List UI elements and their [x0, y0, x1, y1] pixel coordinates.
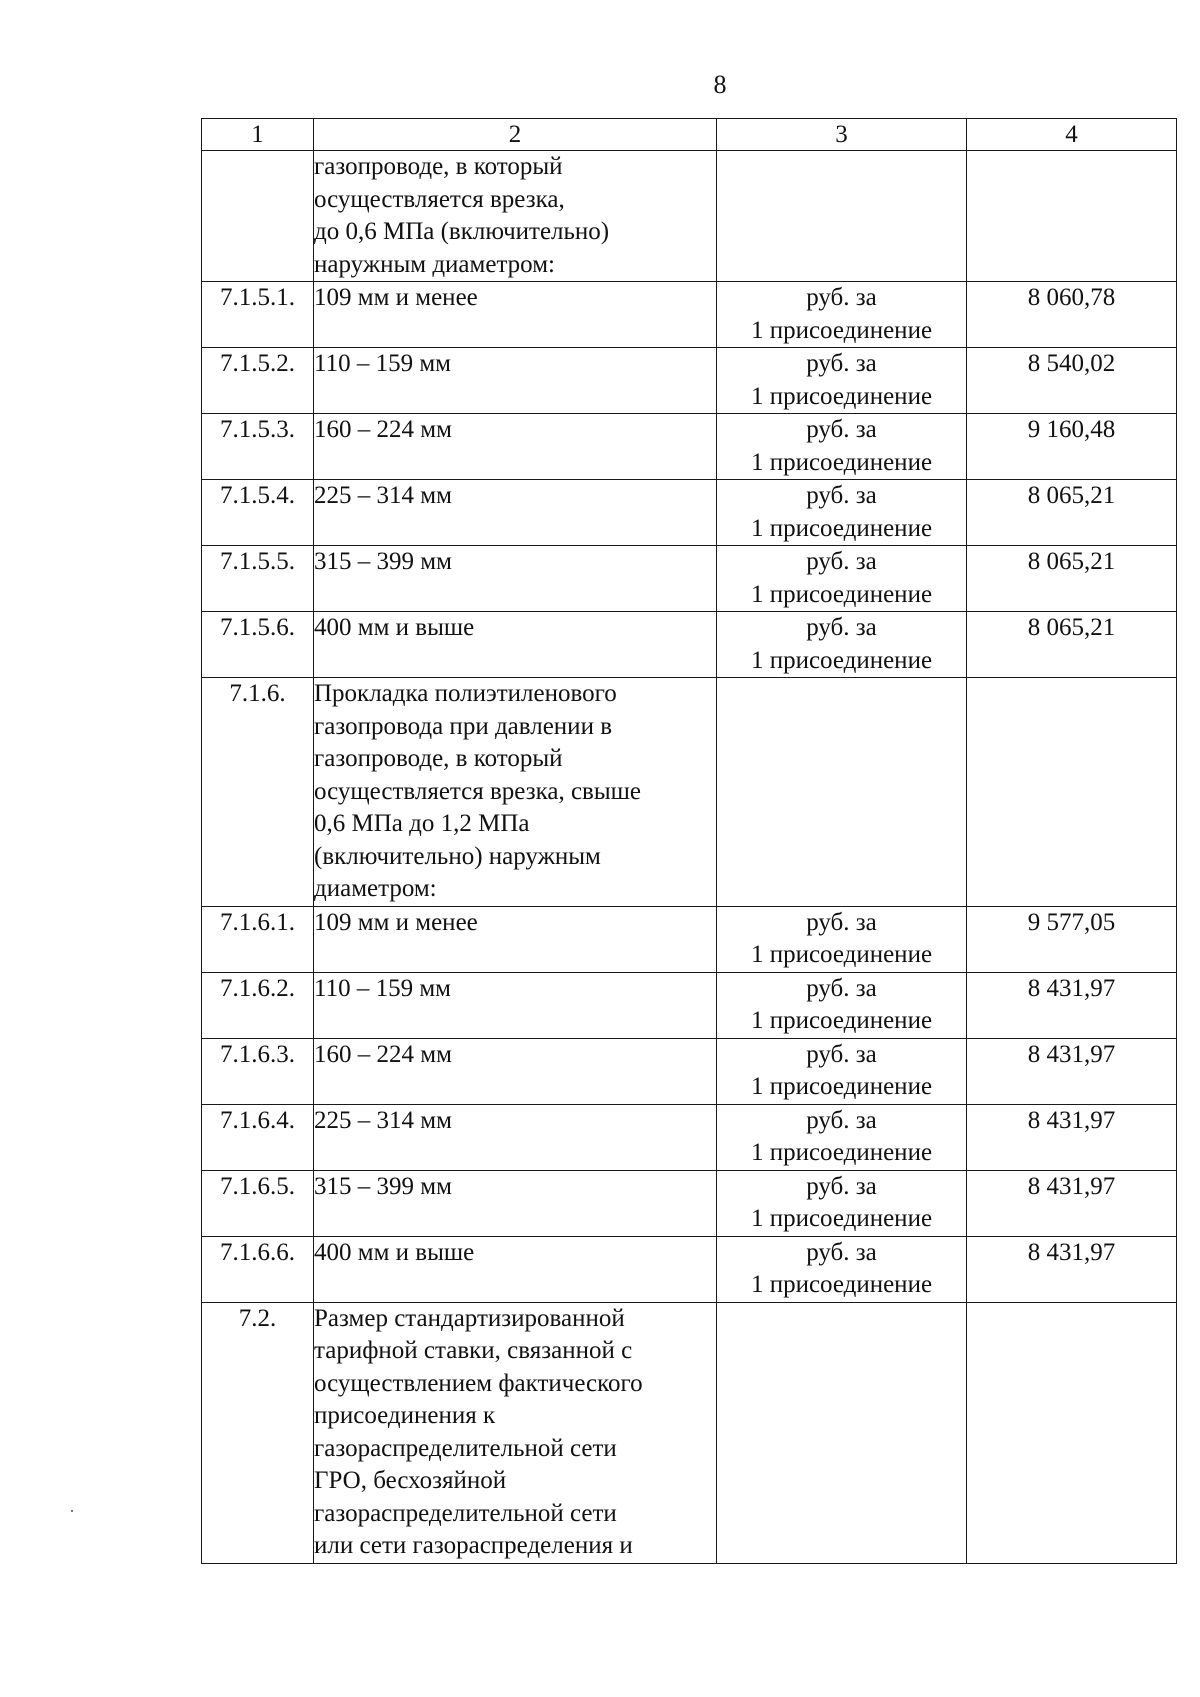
row-code: 7.1.5.1.: [202, 282, 314, 348]
row-code: 7.1.6.2.: [202, 972, 314, 1038]
row-description-cell: [314, 972, 717, 1038]
row-unit-line-1: руб. за: [806, 908, 877, 936]
table-row: [202, 414, 1177, 480]
row-value: 8 431,97: [967, 972, 1177, 1038]
row-code: 7.1.6.1.: [202, 906, 314, 972]
row-unit-cell: [717, 1170, 967, 1236]
row-unit-line-2: 1 присоединение: [750, 382, 933, 410]
row-unit-line-1: руб. за: [806, 1172, 877, 1200]
row-unit-line-2: 1 присоединение: [750, 514, 933, 542]
row-code: [202, 151, 314, 282]
table-row: [202, 678, 1177, 907]
header-col-4: 4: [967, 119, 1177, 151]
row-description: 109 мм и менее: [314, 284, 478, 311]
row-value: 8 060,78: [967, 282, 1177, 348]
row-value: 8 065,21: [967, 546, 1177, 612]
row-description: газопроводе, в который осуществляется врезка, до 0,6 МПа (включительно) наружным диаметром:: [314, 153, 610, 278]
row-unit-line-2: 1 присоединение: [750, 580, 933, 608]
row-value: 8 431,97: [967, 1104, 1177, 1170]
scan-speck: [71, 1510, 73, 1512]
row-description-cell: [314, 612, 717, 678]
table-row: [202, 972, 1177, 1038]
row-description-cell: [314, 1038, 717, 1104]
header-col-2: 2: [314, 119, 717, 151]
row-code: 7.1.5.2.: [202, 348, 314, 414]
row-unit-line-1: руб. за: [806, 548, 877, 575]
row-description: 315 – 399 мм: [314, 548, 452, 575]
row-unit-cell: [717, 480, 967, 546]
row-description: 109 мм и менее: [314, 908, 478, 936]
row-unit-line-1: руб. за: [806, 350, 877, 377]
row-description-cell: [314, 480, 717, 546]
row-value: 8 431,97: [967, 1236, 1177, 1302]
table-row: [202, 1302, 1177, 1563]
row-unit-line-1: руб. за: [806, 416, 877, 443]
table-row: [202, 480, 1177, 546]
row-description-cell: [314, 678, 717, 907]
row-value: 9 577,05: [967, 906, 1177, 972]
row-value: [967, 151, 1177, 282]
row-unit-cell: [717, 1236, 967, 1302]
table-row: [202, 612, 1177, 678]
row-value: [967, 1302, 1177, 1563]
row-value: 8 540,02: [967, 348, 1177, 414]
row-value: 8 431,97: [967, 1038, 1177, 1104]
row-description: 160 – 224 мм: [314, 1040, 452, 1068]
row-unit-line-1: руб. за: [806, 1238, 877, 1266]
row-code: 7.1.5.6.: [202, 612, 314, 678]
row-unit-line-2: 1 присоединение: [750, 1205, 933, 1232]
table-body: [202, 119, 1177, 1564]
row-description: 400 мм и выше: [314, 614, 475, 641]
row-code: 7.1.6.3.: [202, 1038, 314, 1104]
table-row: [202, 546, 1177, 612]
row-code: 7.1.5.3.: [202, 414, 314, 480]
row-unit-cell: [717, 546, 967, 612]
row-value: 8 065,21: [967, 480, 1177, 546]
row-unit-line-1: руб. за: [806, 482, 877, 509]
table-row: [202, 1038, 1177, 1104]
row-unit-line-1: руб. за: [806, 1040, 877, 1068]
row-description-cell: [314, 906, 717, 972]
row-unit-line-2: 1 присоединение: [750, 1073, 933, 1100]
table-row: [202, 282, 1177, 348]
row-unit-cell: [717, 972, 967, 1038]
row-unit-line-2: 1 присоединение: [750, 646, 933, 674]
row-code: 7.1.6.4.: [202, 1104, 314, 1170]
row-description-cell: [314, 414, 717, 480]
row-description-cell: [314, 1170, 717, 1236]
row-description-cell: [314, 282, 717, 348]
row-value: 8 431,97: [967, 1170, 1177, 1236]
row-unit-line-1: руб. за: [806, 1106, 877, 1134]
table-row: [202, 1104, 1177, 1170]
header-col-3: 3: [717, 119, 967, 151]
row-unit-cell: [717, 151, 967, 282]
table-row: [202, 348, 1177, 414]
row-description-cell: [314, 348, 717, 414]
row-description-cell: [314, 1302, 717, 1563]
row-description: 160 – 224 мм: [314, 416, 452, 443]
row-value: 8 065,21: [967, 612, 1177, 678]
row-unit-line-2: 1 присоединение: [750, 941, 933, 968]
row-unit-line-2: 1 присоединение: [750, 316, 933, 344]
row-unit-cell: [717, 348, 967, 414]
row-unit-cell: [717, 1302, 967, 1563]
row-unit-line-2: 1 присоединение: [750, 1271, 933, 1298]
row-value: [967, 678, 1177, 907]
table-row: [202, 906, 1177, 972]
row-description: 400 мм и выше: [314, 1238, 475, 1266]
row-description-cell: [314, 1104, 717, 1170]
row-code: 7.2.: [202, 1302, 314, 1563]
row-unit-cell: [717, 678, 967, 907]
row-unit-cell: [717, 414, 967, 480]
row-unit-cell: [717, 1038, 967, 1104]
row-description-cell: [314, 151, 717, 282]
row-description: 110 – 159 мм: [314, 350, 451, 377]
row-unit-cell: [717, 906, 967, 972]
header-col-1: 1: [202, 119, 314, 151]
row-description: 315 – 399 мм: [314, 1172, 452, 1200]
table-row: [202, 1170, 1177, 1236]
row-code: 7.1.6.5.: [202, 1170, 314, 1236]
row-unit-line-1: руб. за: [806, 614, 877, 641]
row-code: 7.1.5.4.: [202, 480, 314, 546]
row-description: 225 – 314 мм: [314, 482, 452, 509]
page-number: 8: [713, 70, 727, 99]
row-description-cell: [314, 1236, 717, 1302]
table-row: [202, 1236, 1177, 1302]
row-description-cell: [314, 546, 717, 612]
row-unit-line-1: руб. за: [806, 974, 877, 1002]
tariff-table: [201, 118, 1177, 1564]
row-code: 7.1.5.5.: [202, 546, 314, 612]
row-description: Размер стандартизированной тарифной ставки, связанной с осуществлением фактического присоединения к газораспределительной сети ГРО, бесхозяйной газораспределительной сети или сети газораспределения и: [314, 1304, 643, 1559]
row-description: 225 – 314 мм: [314, 1106, 452, 1134]
row-value: 9 160,48: [967, 414, 1177, 480]
row-code: 7.1.6.6.: [202, 1236, 314, 1302]
row-unit-cell: [717, 612, 967, 678]
row-description: 110 – 159 мм: [314, 974, 451, 1002]
row-description: Прокладка полиэтиленового газопровода при давлении в газопроводе, в который осуществляется врезка, свыше 0,6 МПа до 1,2 МПа (включительно) наружным диаметром:: [314, 680, 641, 902]
row-unit-line-2: 1 присоединение: [750, 1007, 933, 1034]
row-unit-cell: [717, 282, 967, 348]
row-unit-cell: [717, 1104, 967, 1170]
row-code: 7.1.6.: [202, 678, 314, 907]
row-unit-line-1: руб. за: [806, 284, 877, 311]
row-unit-line-2: 1 присоединение: [750, 448, 933, 476]
row-unit-line-2: 1 присоединение: [750, 1139, 933, 1166]
table-header-row: [202, 119, 1177, 151]
table-row: [202, 151, 1177, 282]
